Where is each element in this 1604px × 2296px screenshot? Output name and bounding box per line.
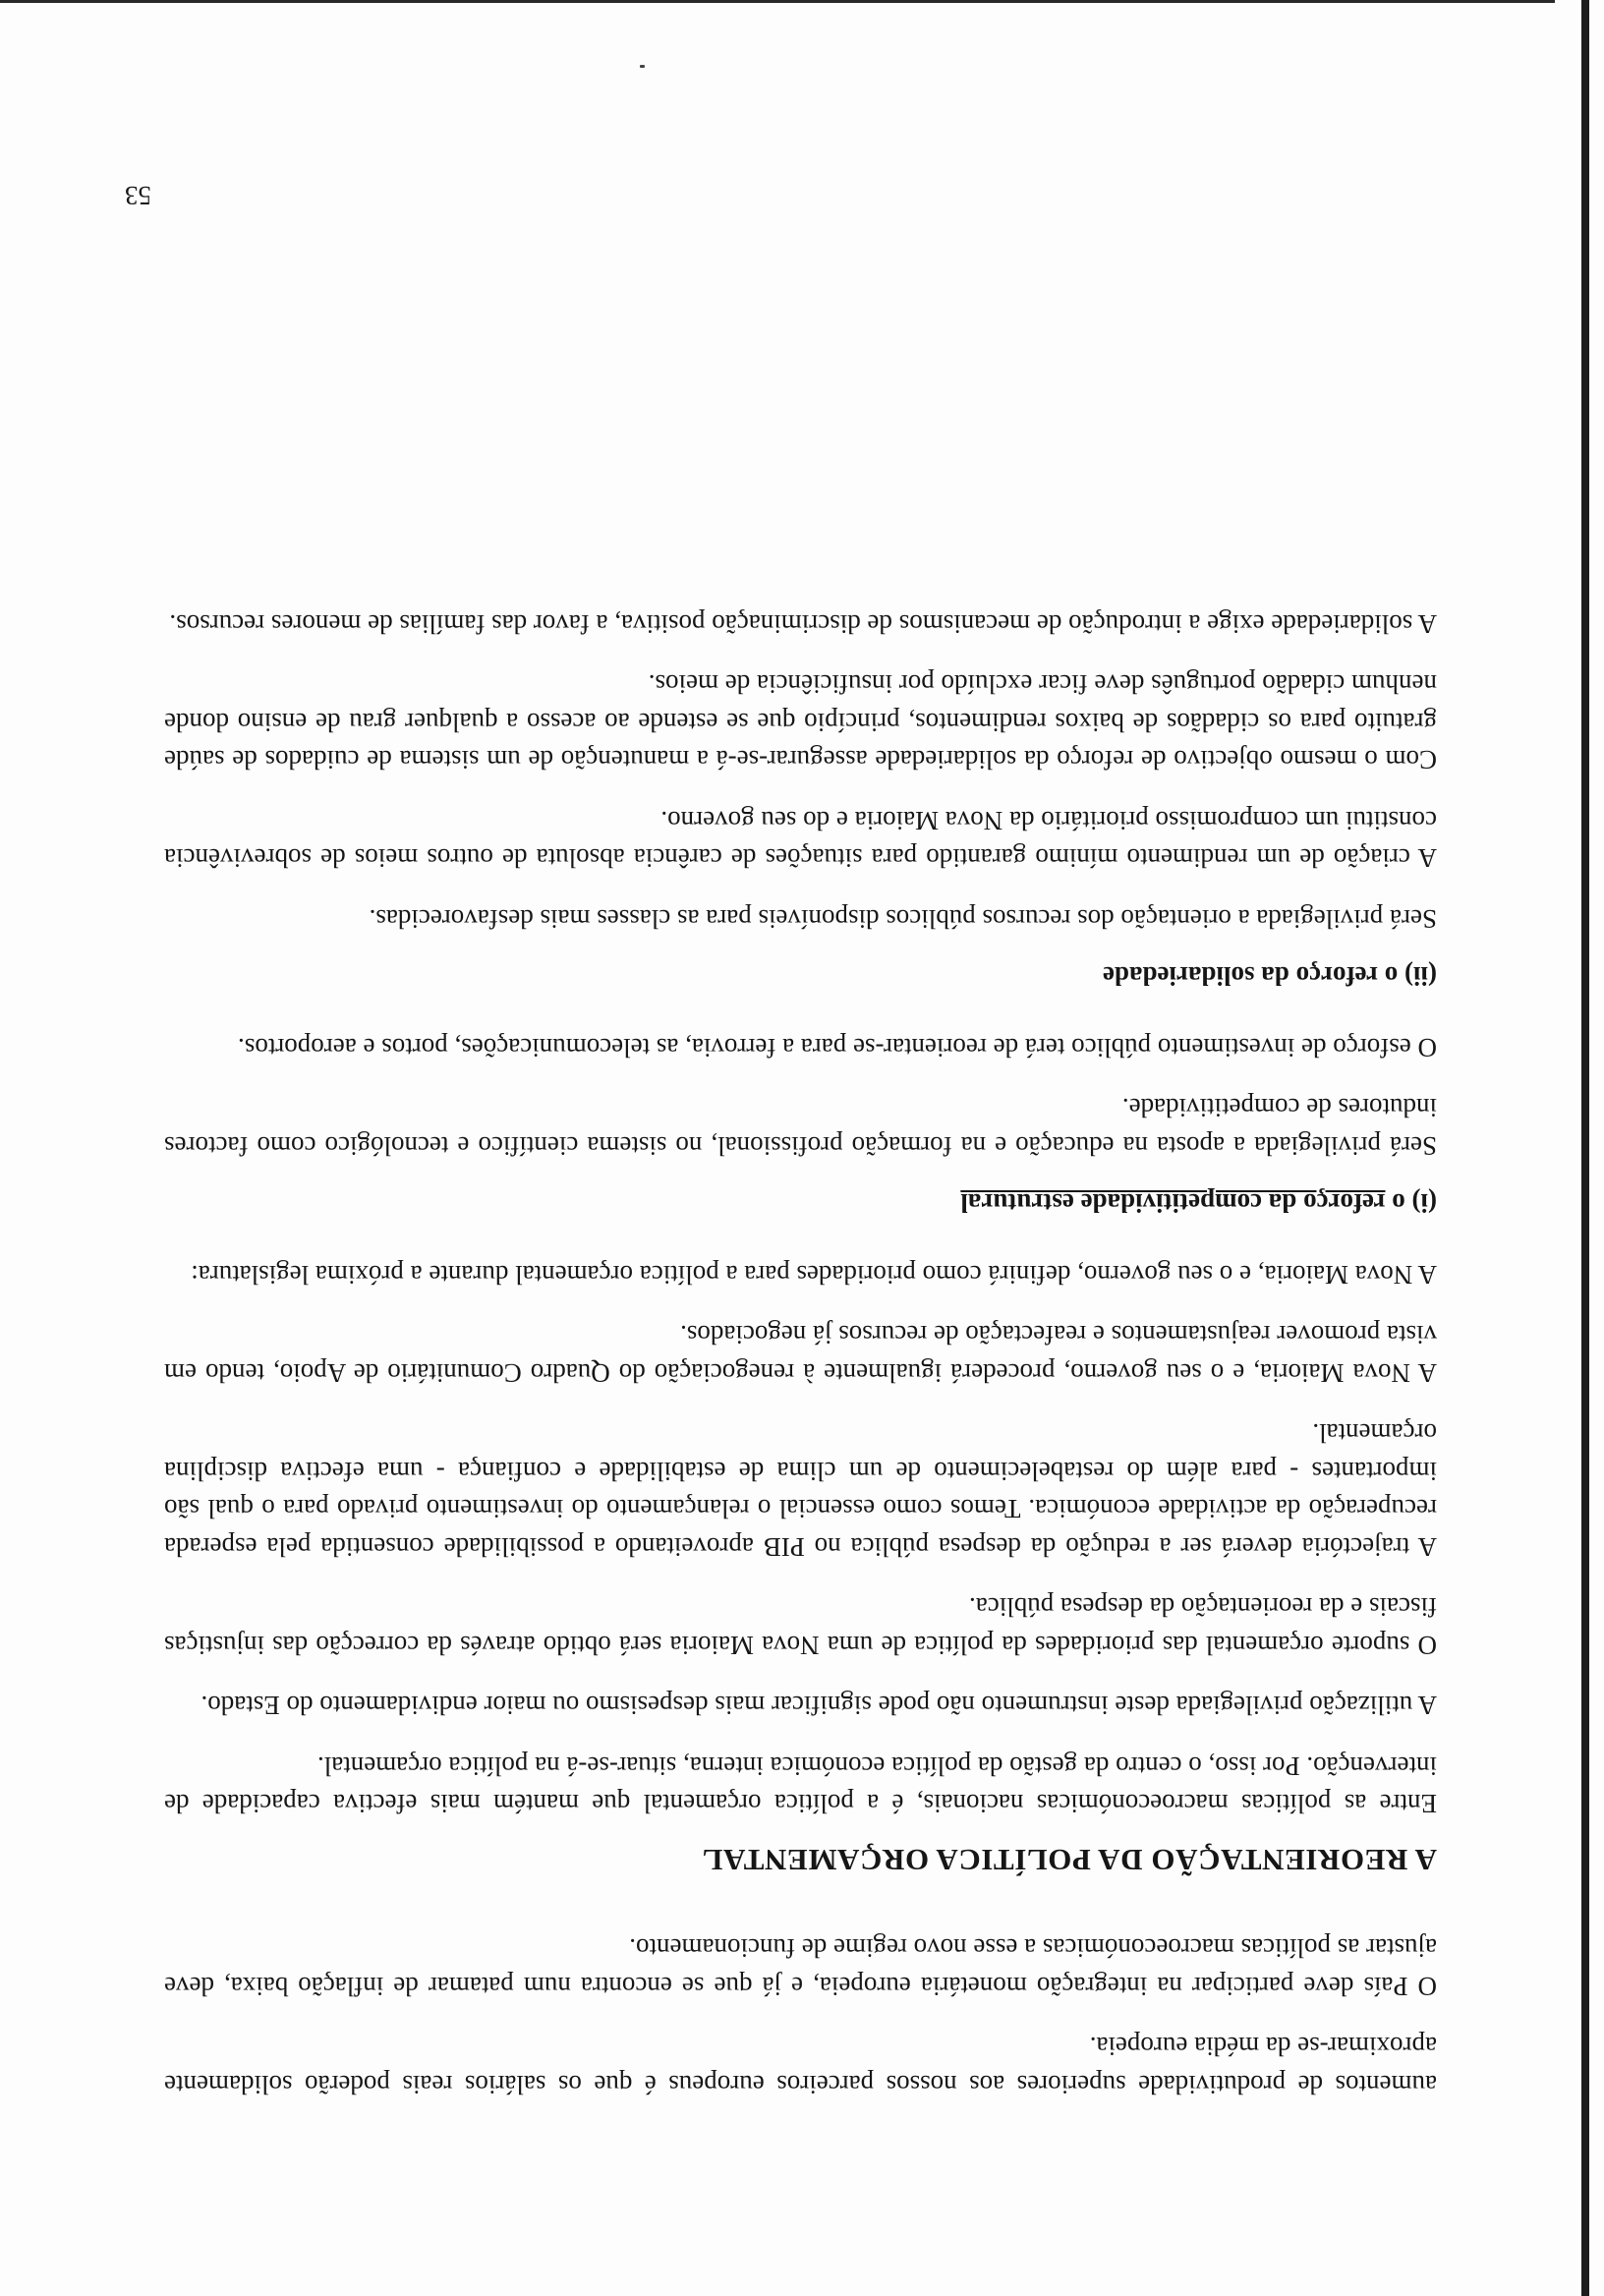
- paragraph-public-investment: O esforço de investimento público terá de reorientar-se para a ferrovia, as telecomunicações, portos e aeroportos.: [238, 1033, 1437, 1062]
- paragraph-instrument-use: A utilização privilegiada deste instrumento não pode significar mais despesismo ou maior endividamento do Estado.: [200, 1691, 1437, 1721]
- paragraph-budget-policy: Entre as políticas macroeconómicas nacionais, é a política orçamental que mantém mais efectiva capacidade de intervenção. Por isso, o centro da gestão da política económica interna, situar-se-á na política orçamental.: [164, 1751, 1437, 1819]
- paragraph-public-resources: Será privilegiada a orientação dos recursos públicos disponíveis para as classes mais desfavorecidas.: [369, 904, 1437, 934]
- subheading-solidarity: (ii) o reforço da solidariedade: [1103, 961, 1437, 992]
- paragraph-minimum-income: A criação de um rendimento mínimo garantido para situações de carência absoluta de outros meios de sobrevivência constitui um compromisso prioritário da Nova Maioria e do seu governo.: [164, 806, 1437, 874]
- section-heading: A REORIENTAÇÃO DA POLÍTICA ORÇAMENTAL: [702, 1843, 1437, 1877]
- subheading-prefix: (i) o: [1385, 1188, 1437, 1219]
- paragraph-monetary-integration: O País deve participar na integração monetária europeia, e já que se encontra num patamar de inflação baixa, deve ajustar as políticas macroeconómicas a esse novo regime de funcionamento.: [164, 1933, 1437, 2001]
- paragraph-positive-discrimination: A solidariedade exige a introdução de mecanismos de discriminação positiva, a favor das famílias de menores recursos.: [169, 609, 1437, 639]
- subheading-underlined-text: reforço da competitividade estrutural: [960, 1188, 1386, 1219]
- paragraph-budget-support: O suporte orçamental das prioridades da política de uma Nova Maioria será obtido através da correcção das injustiças fiscais e da reorientação da despesa pública.: [164, 1592, 1437, 1660]
- paragraph-renegotiation: A Nova Maioria, e o seu governo, procederá igualmente à renegociação do Quadro Comunitário de Apoio, tendo em vista promover reajustamentos e reafectação de recursos já negociados.: [164, 1320, 1437, 1388]
- paragraph-trajectory: A trajectória deverá ser a redução da despesa pública no PIB aproveitando a possibilidade consentida pela esperada recuperação da actividade económica. Temos como essencial o relançamento do investimento privado para o qual são importantes - para além do restabelecimento de um clima de estabilidade e confiança - uma efectiva disciplina orçamental.: [164, 1418, 1437, 1562]
- paragraph-education: Será privilegiada a aposta na educação e na formação profissional, no sistema científico e tecnológico como factores indutores de competitividade.: [164, 1093, 1437, 1161]
- paragraph-health-care: Com o mesmo objectivo de reforço da solidariedade assegurar-se-á a manutenção de um sistema de cuidados de saúde gratuito para os cidadãos de baixos rendimentos, princípio que se estende ao acesso a qualquer grau de ensino donde nenhum cidadão português deve ficar excluído por insuficiência de meios.: [164, 669, 1437, 775]
- paragraph-productivity: aumentos de produtividade superiores aos nossos parceiros europeus é que os salários reais poderão solidamente aproximar-se da média europeia.: [164, 2032, 1437, 2099]
- paragraph-priorities: A Nova Maioria, e o seu governo, definirá como prioridades para a política orçamental durante a próxima legislatura:: [191, 1260, 1437, 1290]
- page-number: 53: [125, 181, 151, 210]
- subheading-competitiveness: [164, 1184, 1437, 1223]
- body-text: [164, 583, 1437, 2104]
